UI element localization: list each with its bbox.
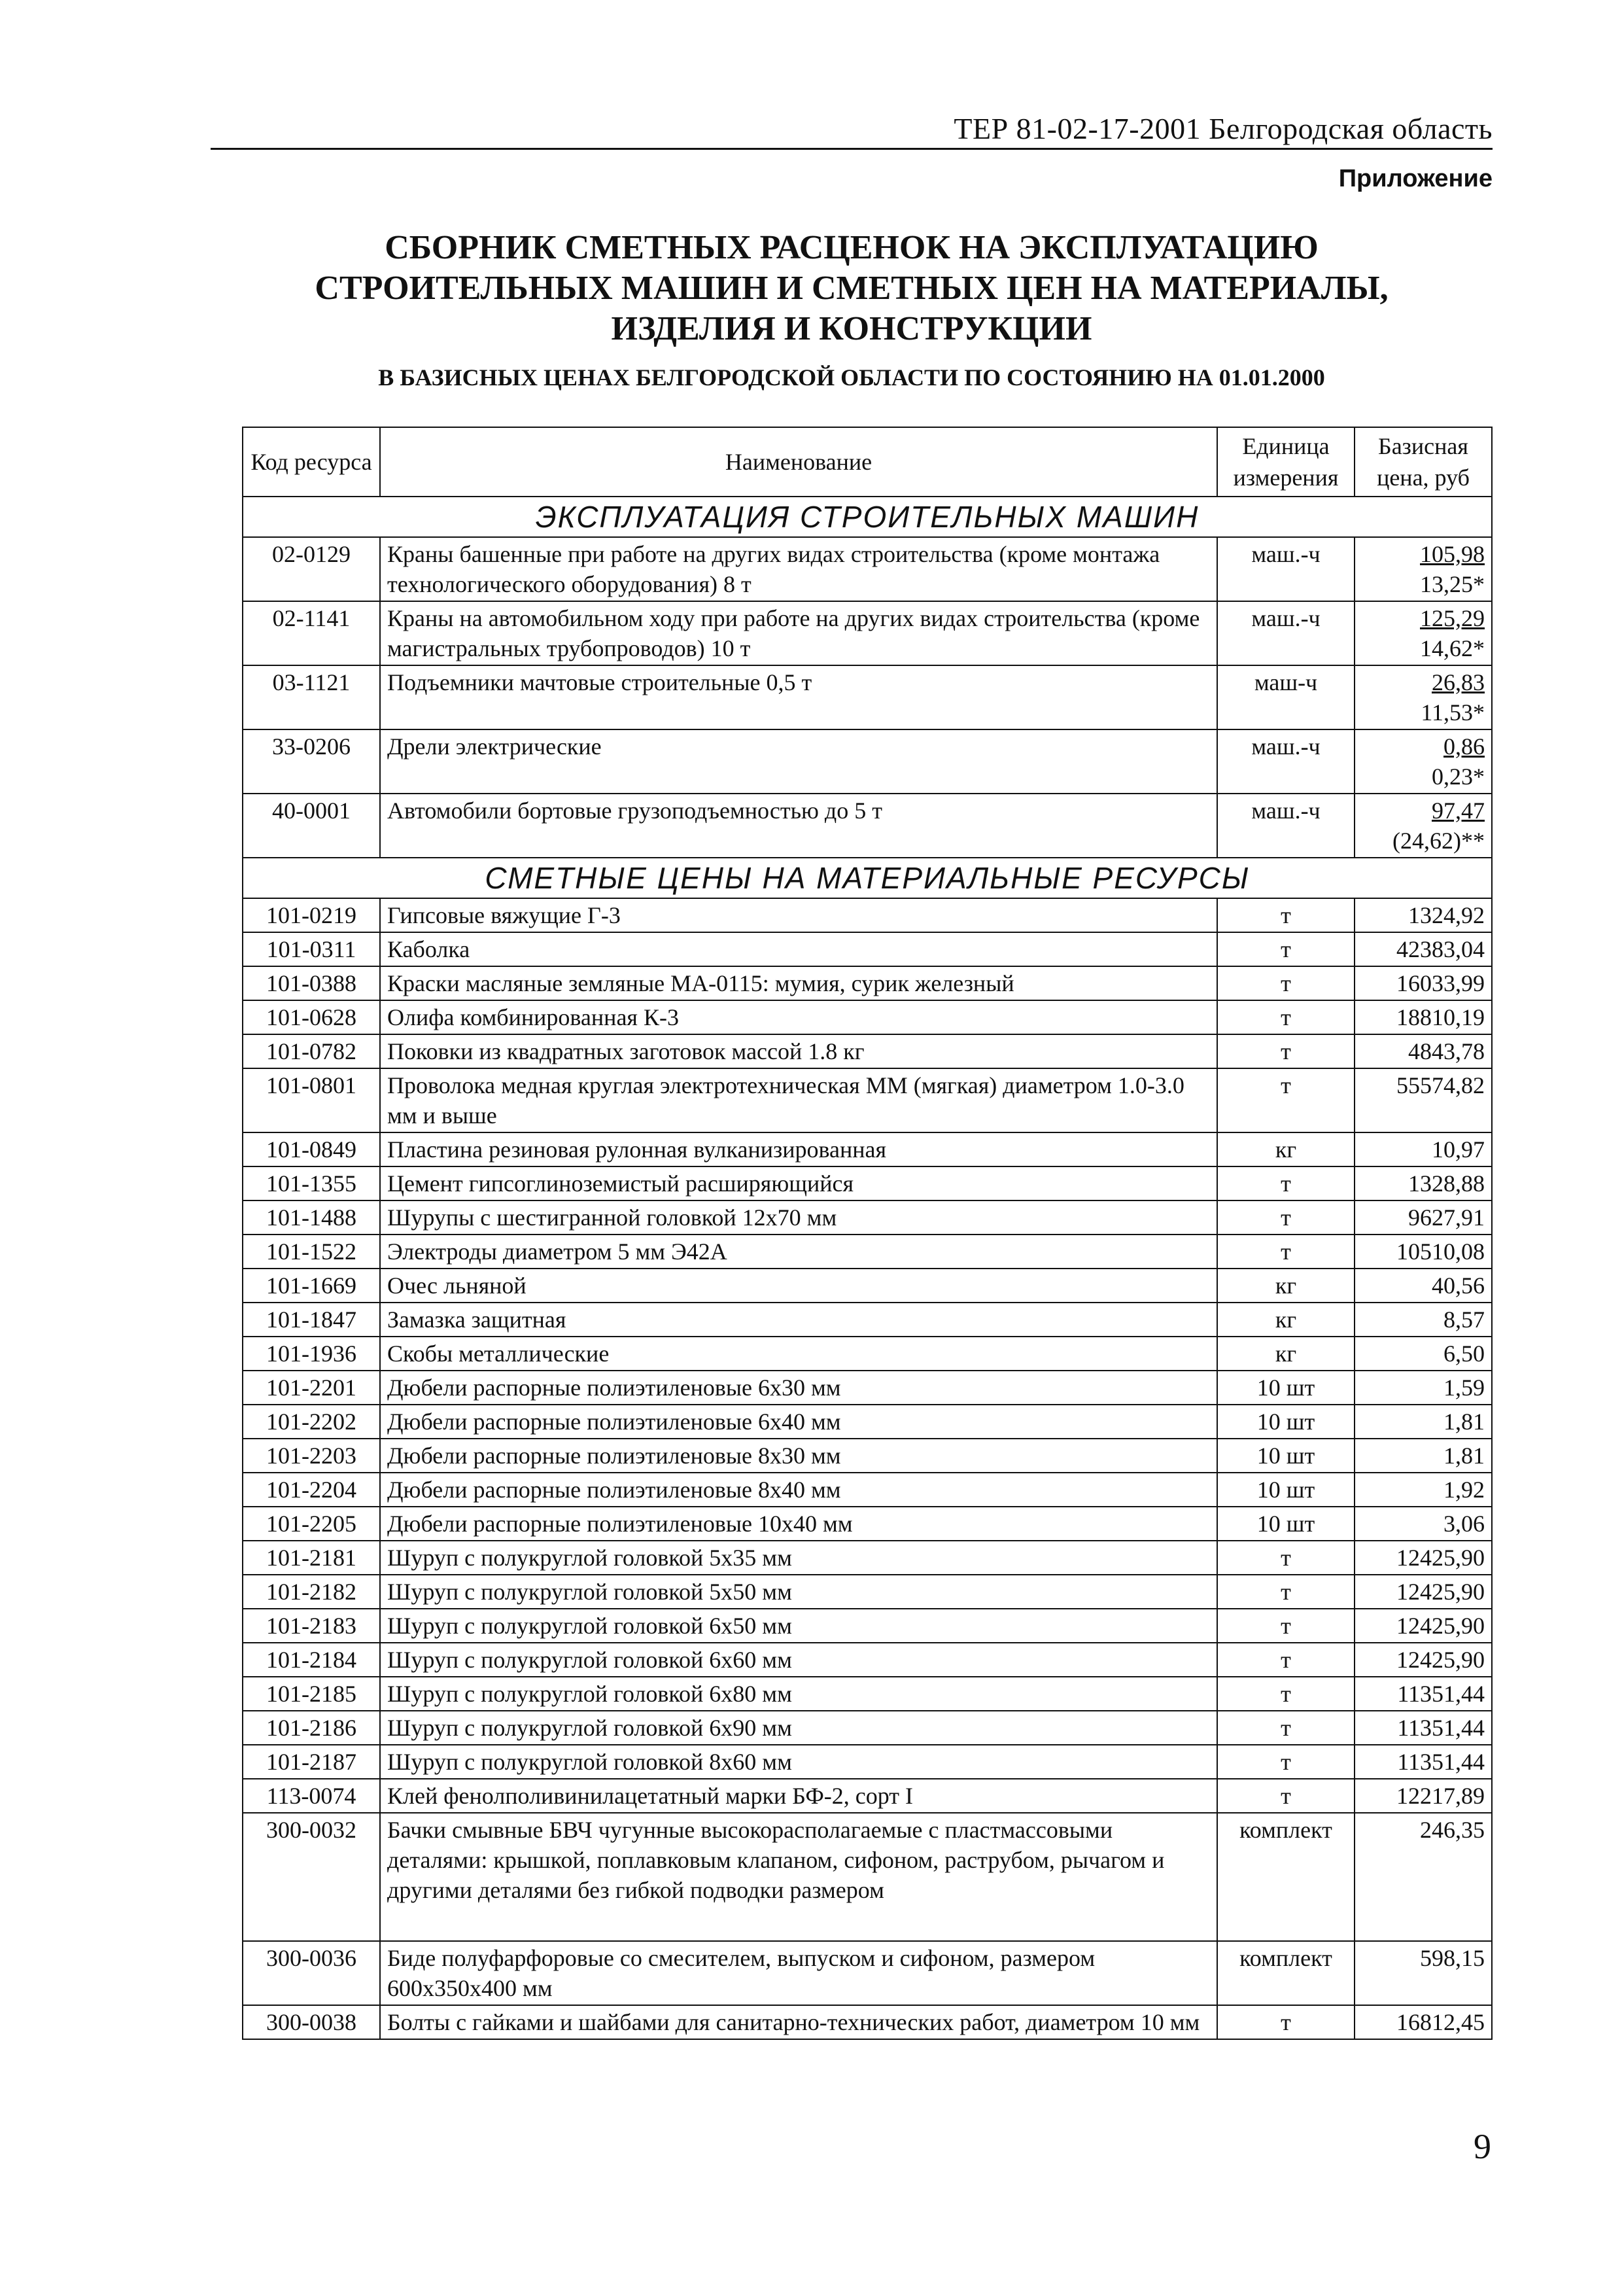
resource-code: 101-0801 (243, 1068, 380, 1132)
resource-price: 12425,90 (1355, 1575, 1492, 1609)
resource-code: 300-0038 (243, 2005, 380, 2039)
resource-price: 1,59 (1355, 1371, 1492, 1405)
resource-name: Скобы металлические (380, 1337, 1217, 1371)
title-line-3: ИЗДЕЛИЯ И КОНСТРУКЦИИ (611, 310, 1092, 347)
resource-unit: кг (1217, 1269, 1355, 1303)
resource-code: 101-0849 (243, 1132, 380, 1166)
resource-price: 12425,90 (1355, 1541, 1492, 1575)
table-row (243, 1303, 1492, 1337)
resource-unit: 10 шт (1217, 1439, 1355, 1473)
resource-code: 101-2205 (243, 1507, 380, 1541)
resource-code: 101-0782 (243, 1034, 380, 1068)
document-title (211, 228, 1493, 349)
resource-unit: т (1217, 1068, 1355, 1132)
resource-name: Шурупы с шестигранной головкой 12х70 мм (380, 1200, 1217, 1235)
resource-code: 101-1488 (243, 1200, 380, 1235)
resource-name: Краски масляные земляные МА-0115: мумия, сурик железный (380, 966, 1217, 1000)
resource-unit: маш.-ч (1217, 601, 1355, 665)
table-row (243, 1609, 1492, 1643)
resource-price: 246,35 (1355, 1813, 1492, 1941)
resource-code: 101-1522 (243, 1235, 380, 1269)
resource-price: 11351,44 (1355, 1745, 1492, 1779)
resource-code: 300-0036 (243, 1941, 380, 2005)
resource-price: 42383,04 (1355, 932, 1492, 966)
resource-unit: маш.-ч (1217, 794, 1355, 858)
table-body (243, 497, 1492, 858)
resource-price: 40,56 (1355, 1269, 1492, 1303)
column-header-unit: Единица измерения (1217, 427, 1355, 497)
operator-wage-price: 13,25* (1420, 571, 1485, 597)
table-row (243, 1473, 1492, 1507)
resource-price: 1,92 (1355, 1473, 1492, 1507)
resource-price: 16812,45 (1355, 2005, 1492, 2039)
table-row (243, 2005, 1492, 2039)
resource-name: Краны башенные при работе на других видах строительства (кроме монтажа технологического оборудования) 8 т (380, 537, 1217, 601)
resource-unit: т (1217, 1745, 1355, 1779)
resource-unit: т (1217, 932, 1355, 966)
resource-unit: т (1217, 1643, 1355, 1677)
section-title-materials: СМЕТНЫЕ ЦЕНЫ НА МАТЕРИАЛЬНЫЕ РЕСУРСЫ (243, 858, 1492, 898)
resource-unit: кг (1217, 1132, 1355, 1166)
resource-price: 3,06 (1355, 1507, 1492, 1541)
operator-wage-price: 14,62* (1420, 635, 1485, 661)
resource-price: 1,81 (1355, 1439, 1492, 1473)
resource-name: Шуруп с полукруглой головкой 5х35 мм (380, 1541, 1217, 1575)
resource-name: Клей фенолполивинилацетатный марки БФ-2, сорт I (380, 1779, 1217, 1813)
table-row (243, 1439, 1492, 1473)
resource-unit: т (1217, 898, 1355, 932)
resource-price: 8,57 (1355, 1303, 1492, 1337)
table-row (243, 1643, 1492, 1677)
resource-price (1355, 729, 1492, 794)
resource-code: 40-0001 (243, 794, 380, 858)
resource-name: Дюбели распорные полиэтиленовые 8х30 мм (380, 1439, 1217, 1473)
resource-unit: комплект (1217, 1941, 1355, 2005)
resource-price (1355, 794, 1492, 858)
resource-price (1355, 601, 1492, 665)
column-header-price: Базисная цена, руб (1355, 427, 1492, 497)
resource-name: Олифа комбинированная К-3 (380, 1000, 1217, 1034)
table-row (243, 898, 1492, 932)
resource-code: 101-2184 (243, 1643, 380, 1677)
resource-name: Шуруп с полукруглой головкой 6х90 мм (380, 1711, 1217, 1745)
table-row (243, 794, 1492, 858)
title-line-2: СТРОИТЕЛЬНЫХ МАШИН И СМЕТНЫХ ЦЕН НА МАТЕРИАЛЫ, (315, 270, 1389, 307)
section-header-row (243, 497, 1492, 537)
resource-code: 101-0219 (243, 898, 380, 932)
resource-name: Шуруп с полукруглой головкой 8х60 мм (380, 1745, 1217, 1779)
resource-name: Проволока медная круглая электротехническая ММ (мягкая) диаметром 1.0-3.0 мм и выше (380, 1068, 1217, 1132)
resource-price: 10510,08 (1355, 1235, 1492, 1269)
resource-name: Краны на автомобильном ходу при работе на других видах строительства (кроме магистральных трубопроводов) 10 т (380, 601, 1217, 665)
table-row (243, 1337, 1492, 1371)
resource-price: 11351,44 (1355, 1677, 1492, 1711)
table-row (243, 1575, 1492, 1609)
resource-name: Биде полуфарфоровые со смесителем, выпуском и сифоном, размером 600х350х400 мм (380, 1941, 1217, 2005)
table-row (243, 1941, 1492, 2005)
column-header-name: Наименование (380, 427, 1217, 497)
page-number: 9 (1474, 2127, 1491, 2166)
table-row (243, 1132, 1492, 1166)
resource-price: 1328,88 (1355, 1166, 1492, 1200)
resource-name: Болты с гайками и шайбами для санитарно-технических работ, диаметром 10 мм (380, 2005, 1217, 2039)
table-row (243, 1068, 1492, 1132)
operator-wage-price: 0,23* (1432, 763, 1485, 790)
resource-price: 12217,89 (1355, 1779, 1492, 1813)
resource-unit: т (1217, 1677, 1355, 1711)
resource-code: 101-1847 (243, 1303, 380, 1337)
resource-name: Шуруп с полукруглой головкой 6х50 мм (380, 1609, 1217, 1643)
resource-price: 1324,92 (1355, 898, 1492, 932)
table-row (243, 537, 1492, 601)
resource-unit: т (1217, 1779, 1355, 1813)
resource-code: 101-1936 (243, 1337, 380, 1371)
resource-code: 101-2181 (243, 1541, 380, 1575)
table-row (243, 601, 1492, 665)
resource-price: 10,97 (1355, 1132, 1492, 1166)
table-row (243, 1541, 1492, 1575)
table-row (243, 1813, 1492, 1941)
header-divider (211, 148, 1493, 150)
resource-unit: т (1217, 1034, 1355, 1068)
resource-unit: комплект (1217, 1813, 1355, 1941)
resource-name: Бачки смывные БВЧ чугунные высокорасполагаемые с пластмассовыми деталями: крышкой, поплавковым клапаном, сифоном, раструбом, рычагом и другими деталями без гибкой подводки размером (380, 1813, 1217, 1941)
table-row (243, 1166, 1492, 1200)
resource-name: Шуруп с полукруглой головкой 6х80 мм (380, 1677, 1217, 1711)
resource-name: Шуруп с полукруглой головкой 6х60 мм (380, 1643, 1217, 1677)
resource-unit: маш.-ч (1217, 729, 1355, 794)
resource-name: Дюбели распорные полиэтиленовые 10х40 мм (380, 1507, 1217, 1541)
table-row (243, 1711, 1492, 1745)
resource-name: Цемент гипсоглиноземистый расширяющийся (380, 1166, 1217, 1200)
resource-name: Замазка защитная (380, 1303, 1217, 1337)
resource-name: Дюбели распорные полиэтиленовые 6х30 мм (380, 1371, 1217, 1405)
base-price: 105,98 (1420, 541, 1485, 567)
table-header-row (243, 427, 1492, 497)
resource-price: 12425,90 (1355, 1643, 1492, 1677)
resource-price: 55574,82 (1355, 1068, 1492, 1132)
appendix-label: Приложение (1338, 165, 1493, 192)
resource-code: 101-2201 (243, 1371, 380, 1405)
table-row (243, 932, 1492, 966)
resource-code: 101-2202 (243, 1405, 380, 1439)
resource-name: Электроды диаметром 5 мм Э42А (380, 1235, 1217, 1269)
section-header-row (243, 858, 1492, 898)
resource-price: 11351,44 (1355, 1711, 1492, 1745)
resource-price: 9627,91 (1355, 1200, 1492, 1235)
resource-code: 101-1355 (243, 1166, 380, 1200)
resource-code: 101-0311 (243, 932, 380, 966)
resource-code: 101-1669 (243, 1269, 380, 1303)
table-row (243, 1269, 1492, 1303)
base-price: 0,86 (1443, 733, 1485, 760)
table-row (243, 1507, 1492, 1541)
resource-unit: т (1217, 966, 1355, 1000)
resource-price-table (242, 427, 1493, 2040)
table-row (243, 1034, 1492, 1068)
document-subtitle: В БАЗИСНЫХ ЦЕНАХ БЕЛГОРОДСКОЙ ОБЛАСТИ ПО СОСТОЯНИЮ НА 01.01.2000 (378, 364, 1325, 391)
resource-price: 12425,90 (1355, 1609, 1492, 1643)
base-price: 125,29 (1420, 605, 1485, 631)
table-row (243, 1235, 1492, 1269)
resource-code: 02-0129 (243, 537, 380, 601)
resource-unit: маш-ч (1217, 665, 1355, 729)
resource-code: 101-2182 (243, 1575, 380, 1609)
resource-unit: 10 шт (1217, 1371, 1355, 1405)
resource-name: Дюбели распорные полиэтиленовые 8х40 мм (380, 1473, 1217, 1507)
resource-unit: кг (1217, 1303, 1355, 1337)
resource-name: Пластина резиновая рулонная вулканизированная (380, 1132, 1217, 1166)
resource-price: 16033,99 (1355, 966, 1492, 1000)
resource-unit: т (1217, 1541, 1355, 1575)
operator-wage-price: 11,53* (1421, 699, 1485, 726)
resource-unit: 10 шт (1217, 1507, 1355, 1541)
resource-name: Гипсовые вяжущие Г-3 (380, 898, 1217, 932)
resource-price: 18810,19 (1355, 1000, 1492, 1034)
table-row (243, 1779, 1492, 1813)
base-price: 97,47 (1432, 797, 1485, 824)
table-row (243, 1200, 1492, 1235)
table-row (243, 1405, 1492, 1439)
resource-price: 1,81 (1355, 1405, 1492, 1439)
resource-name: Дюбели распорные полиэтиленовые 6х40 мм (380, 1405, 1217, 1439)
operator-wage-price: (24,62)** (1392, 828, 1485, 854)
resource-unit: т (1217, 1235, 1355, 1269)
resource-code: 33-0206 (243, 729, 380, 794)
title-line-1: СБОРНИК СМЕТНЫХ РАСЦЕНОК НА ЭКСПЛУАТАЦИЮ (385, 229, 1319, 266)
table-row (243, 1371, 1492, 1405)
resource-code: 101-0628 (243, 1000, 380, 1034)
table-row (243, 729, 1492, 794)
resource-code: 02-1141 (243, 601, 380, 665)
resource-unit: т (1217, 1166, 1355, 1200)
resource-code: 101-2185 (243, 1677, 380, 1711)
resource-price: 6,50 (1355, 1337, 1492, 1371)
resource-unit: кг (1217, 1337, 1355, 1371)
resource-code: 113-0074 (243, 1779, 380, 1813)
table-row (243, 1745, 1492, 1779)
resource-unit: т (1217, 1200, 1355, 1235)
resource-name: Очес льняной (380, 1269, 1217, 1303)
resource-code: 101-2204 (243, 1473, 380, 1507)
resource-unit: т (1217, 1000, 1355, 1034)
resource-unit: маш.-ч (1217, 537, 1355, 601)
resource-price (1355, 665, 1492, 729)
document-id-header: ТЕР 81-02-17-2001 Белгородская область (954, 112, 1493, 145)
resource-name: Поковки из квадратных заготовок массой 1.8 кг (380, 1034, 1217, 1068)
section-title-machines: ЭКСПЛУАТАЦИЯ СТРОИТЕЛЬНЫХ МАШИН (243, 497, 1492, 537)
resource-price (1355, 537, 1492, 601)
resource-unit: т (1217, 2005, 1355, 2039)
resource-code: 101-2187 (243, 1745, 380, 1779)
table-row (243, 1677, 1492, 1711)
table-row (243, 966, 1492, 1000)
resource-code: 101-0388 (243, 966, 380, 1000)
base-price: 26,83 (1432, 669, 1485, 695)
column-header-code: Код ресурса (243, 427, 380, 497)
resource-name: Автомобили бортовые грузоподъемностью до 5 т (380, 794, 1217, 858)
resource-code: 101-2186 (243, 1711, 380, 1745)
resource-price: 598,15 (1355, 1941, 1492, 2005)
resource-name: Дрели электрические (380, 729, 1217, 794)
resource-name: Каболка (380, 932, 1217, 966)
resource-code: 300-0032 (243, 1813, 380, 1941)
resource-code: 101-2183 (243, 1609, 380, 1643)
resource-unit: т (1217, 1609, 1355, 1643)
resource-code: 03-1121 (243, 665, 380, 729)
resource-unit: т (1217, 1575, 1355, 1609)
resource-name: Подъемники мачтовые строительные 0,5 т (380, 665, 1217, 729)
resource-unit: 10 шт (1217, 1405, 1355, 1439)
resource-name: Шуруп с полукруглой головкой 5х50 мм (380, 1575, 1217, 1609)
resource-code: 101-2203 (243, 1439, 380, 1473)
table-row (243, 1000, 1492, 1034)
table-body-materials (243, 858, 1492, 2039)
resource-unit: 10 шт (1217, 1473, 1355, 1507)
resource-price: 4843,78 (1355, 1034, 1492, 1068)
resource-unit: т (1217, 1711, 1355, 1745)
table-row (243, 665, 1492, 729)
